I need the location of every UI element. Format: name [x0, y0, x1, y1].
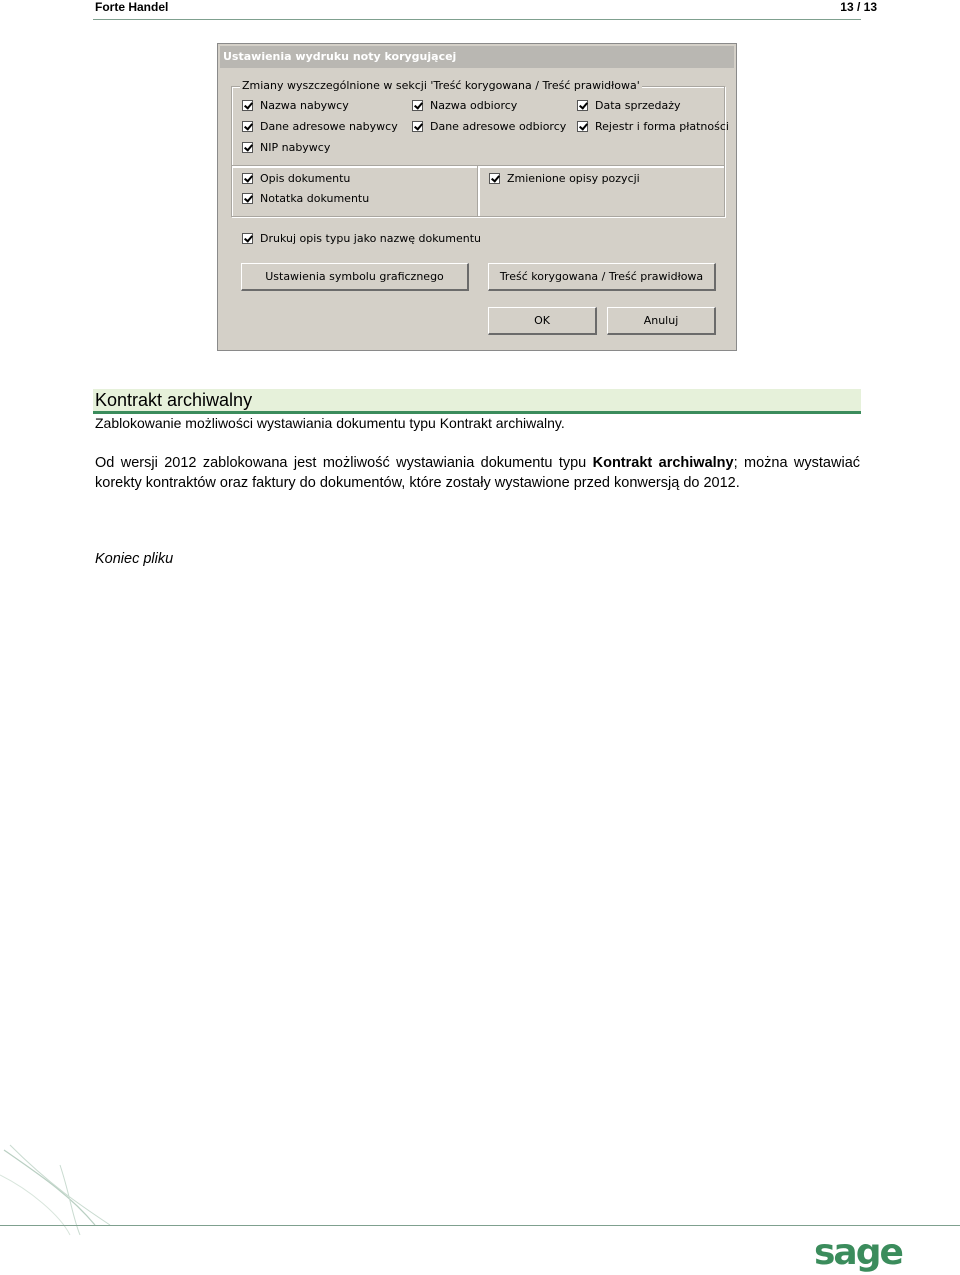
checkbox-opis-dokumentu[interactable]: Opis dokumentu [242, 171, 350, 185]
footer-divider [0, 1225, 960, 1226]
checkbox-icon [577, 121, 588, 132]
ok-button[interactable]: OK [488, 307, 597, 335]
tresc-button[interactable]: Treść korygowana / Treść prawidłowa [488, 263, 716, 291]
checkbox-notatka-dokumentu[interactable]: Notatka dokumentu [242, 191, 369, 205]
header-divider [93, 19, 861, 20]
footer-swoosh-decoration [0, 1135, 200, 1275]
page-number: 13 / 13 [840, 0, 877, 14]
checkbox-icon [242, 100, 253, 111]
checkbox-icon [412, 100, 423, 111]
checkbox-dane-adresowe-odbiorcy[interactable]: Dane adresowe odbiorcy [412, 119, 566, 133]
checkbox-rejestr-forma-platnosci[interactable]: Rejestr i forma płatności [577, 119, 729, 133]
bold-term: Kontrakt archiwalny [592, 455, 734, 471]
symbol-settings-button[interactable]: Ustawienia symbolu graficznego [241, 263, 469, 291]
cancel-button[interactable]: Anuluj [607, 307, 716, 335]
checkbox-nazwa-odbiorcy[interactable]: Nazwa odbiorcy [412, 98, 517, 112]
checkbox-icon [577, 100, 588, 111]
section-heading-bar [93, 389, 861, 414]
checkbox-icon [242, 233, 253, 244]
body-paragraph: Od wersji 2012 zablokowana jest możliwość wystawiania dokumentu typu Kontrakt archiwalny; można wystawiać korekty kontraktów oraz faktury do dokumentów, które zostały wystawione przed konwersją do 2012. [95, 455, 861, 491]
checkbox-icon [242, 142, 253, 153]
end-note: Koniec pliku [95, 551, 174, 567]
svg-text:sage: sage [814, 1232, 902, 1273]
checkbox-icon [412, 121, 423, 132]
print-settings-dialog [217, 43, 737, 351]
section-subtitle: Zablokowanie możliwości wystawiania dokumentu typu Kontrakt archiwalny. [95, 415, 565, 431]
section-title: Kontrakt archiwalny [95, 390, 253, 410]
header-title: Forte Handel [95, 0, 169, 14]
checkbox-dane-adresowe-nabywcy[interactable]: Dane adresowe nabywcy [242, 119, 398, 133]
checkbox-icon [242, 173, 253, 184]
group-legend: Zmiany wyszczególnione w sekcji 'Treść korygowana / Treść prawidłowa' [242, 79, 640, 92]
checkbox-icon [242, 193, 253, 204]
checkbox-drukuj-opis-typu[interactable]: Drukuj opis typu jako nazwę dokumentu [242, 231, 481, 245]
checkbox-nip-nabywcy[interactable]: NIP nabywcy [242, 140, 330, 154]
checkbox-icon [242, 121, 253, 132]
sage-logo [812, 1230, 902, 1275]
checkbox-zmienione-opisy-pozycji[interactable]: Zmienione opisy pozycji [489, 171, 640, 185]
checkbox-nazwa-nabywcy[interactable]: Nazwa nabywcy [242, 98, 349, 112]
checkbox-icon [489, 173, 500, 184]
checkbox-data-sprzedazy[interactable]: Data sprzedaży [577, 98, 681, 112]
dialog-title: Ustawienia wydruku noty korygującej [220, 46, 734, 68]
